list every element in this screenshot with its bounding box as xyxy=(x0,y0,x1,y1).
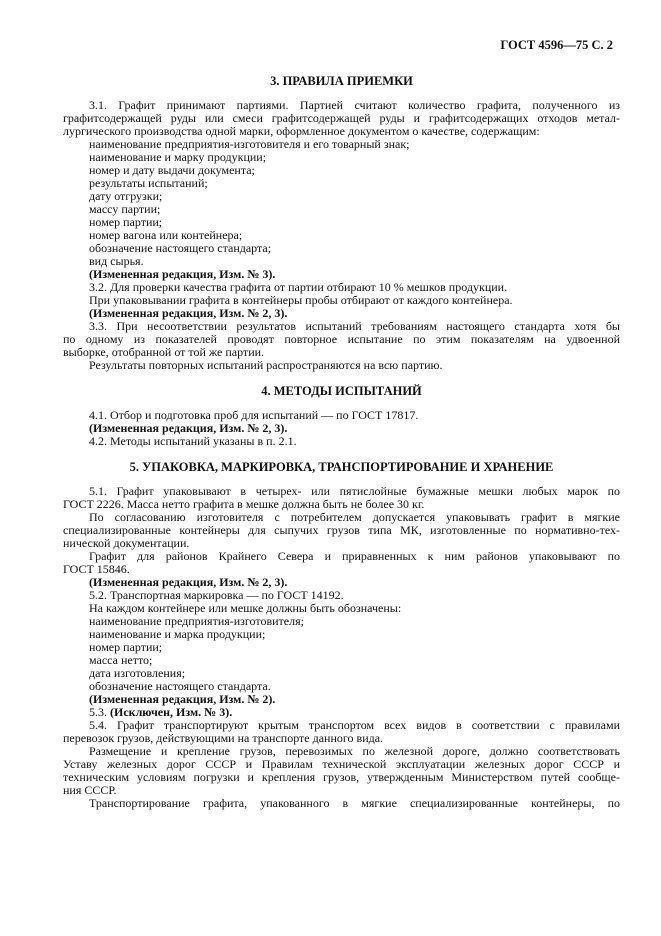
section-heading: 4. МЕТОДЫ ИСПЫТАНИЙ xyxy=(261,384,422,398)
paragraph-line: 5.1. Графит упаковывают в четырех- или пятислойные бумажные мешки любых марок по xyxy=(89,484,620,498)
paragraph xyxy=(63,511,620,550)
list-item: наименование предприятия-изготовителя; xyxy=(89,614,304,628)
paragraph-line: 3.3. При несоответствии результатов испытаний требованиям настоящего стандарта хотя бы xyxy=(89,319,620,333)
paragraph-line: Уставу железных дорог СССР и Правилам технической эксплуатации железных дорог СССР и xyxy=(63,757,620,771)
document-body xyxy=(63,74,620,810)
paragraph-line: По согласованию изготовителя с потребителем допускается упаковывать графит в мягкие xyxy=(89,510,620,524)
list-item: При упаковывании графита в контейнеры пробы отбирают от каждого контейнера. xyxy=(89,293,513,307)
page-header: ГОСТ 4596—75 С. 2 xyxy=(500,38,613,52)
paragraph-line: Транспортирование графита, упакованного в мягкие специализированные контейнеры, по xyxy=(89,796,620,810)
list-item: 4.1. Отбор и подготовка проб для испытаний — по ГОСТ 17817. xyxy=(89,408,419,422)
amendment-note: (Измененная редакция, Изм. № 2, 3). xyxy=(89,421,288,435)
paragraph xyxy=(63,797,620,810)
paragraph xyxy=(63,745,620,797)
section-heading: 5. УПАКОВКА, МАРКИРОВКА, ТРАНСПОРТИРОВАНИЕ И ХРАНЕНИЕ xyxy=(129,460,554,474)
list-item: вид сырья. xyxy=(89,254,144,268)
paragraph-line: ГОСТ 2226. Масса нетто графита в мешке должна быть не более 30 кг. xyxy=(63,497,425,511)
list-item: результаты испытаний; xyxy=(89,176,208,190)
list-item: 4.2. Методы испытаний указаны в п. 2.1. xyxy=(89,434,297,448)
list-item: дата изготовления; xyxy=(89,666,186,680)
list-item: 3.2. Для проверки качества графита от партии отбирают 10 % мешков продукции. xyxy=(89,280,508,294)
amendment-note: (Измененная редакция, Изм. № 2, 3). xyxy=(89,575,288,589)
paragraph-line: техническим условиям погрузки и крепления грузов, утвержденным Министерством путей сообще- xyxy=(63,770,620,784)
paragraph xyxy=(63,485,620,511)
paragraph-line: лургического производства одной марки, оформленное документом о качестве, содержащим: xyxy=(63,124,540,138)
list-item: массу партии; xyxy=(89,202,161,216)
paragraph-line: ния СССР. xyxy=(63,783,117,797)
list-item: На каждом контейнере или мешке должны быть обозначены: xyxy=(89,601,402,615)
paragraph-line: ГОСТ 15846. xyxy=(63,562,130,576)
list-item: номер партии; xyxy=(89,215,163,229)
paragraph-line: графитсодержащей руды или смеси графитсодержащей руды и графитсодержащих отходов метал- xyxy=(63,111,620,125)
clause-number: 5.3. xyxy=(89,705,110,719)
paragraph xyxy=(63,99,620,138)
amendment-note: (Измененная редакция, Изм. № 2, 3). xyxy=(89,306,288,320)
paragraph-line: по одному из показателей проводят повторное испытание по этим показателям на удвоенной xyxy=(63,332,620,346)
paragraph-line: нической документации. xyxy=(63,536,190,550)
paragraph-line: 3.1. Графит принимают партиями. Партией считают количество графита, полученного из xyxy=(89,98,620,112)
list-item: 5.2. Транспортная маркировка — по ГОСТ 14192. xyxy=(89,588,344,602)
paragraph-line: Графит для районов Крайнего Севера и приравненных к ним районов упаковывают по xyxy=(89,549,620,563)
list-item: номер и дату выдачи документа; xyxy=(89,163,255,177)
paragraph-line: перевозок грузов, действующими на транспорте данного вида. xyxy=(63,731,384,745)
paragraph-line: 5.4. Графит транспортируют крытым транспортом всех видов в соответствии с правилами xyxy=(89,718,620,732)
amendment-note: (Измененная редакция, Изм. № 2). xyxy=(89,692,276,706)
list-item: обозначение настоящего стандарта; xyxy=(89,241,272,255)
list-item: наименование предприятия-изготовителя и его товарный знак; xyxy=(89,137,410,151)
paragraph-line: Размещение и крепление грузов, перевозимых по железной дороге, должно соответствовать xyxy=(89,744,620,758)
list-item: наименование и марка продукции; xyxy=(89,627,266,641)
amendment-note: (Исключен, Изм. № 3). xyxy=(110,705,233,719)
paragraph-line: выборке, отобранной от той же партии. xyxy=(63,345,265,359)
amendment-note: (Измененная редакция, Изм. № 3). xyxy=(89,267,276,281)
list-item: обозначение настоящего стандарта. xyxy=(89,679,271,693)
list-item: масса нетто; xyxy=(89,653,153,667)
list-item: наименование и марку продукции; xyxy=(89,150,267,164)
paragraph xyxy=(63,719,620,745)
paragraph xyxy=(63,320,620,359)
paragraph-line: специализированные контейнеры для сыпучих грузов типа МК, изготовленные по нормативно-тех- xyxy=(63,523,620,537)
list-item: номер партии; xyxy=(89,640,163,654)
paragraph xyxy=(63,550,620,576)
list-item: Результаты повторных испытаний распространяются на всю партию. xyxy=(89,358,443,372)
section-heading: 3. ПРАВИЛА ПРИЕМКИ xyxy=(270,74,413,88)
list-item: дату отгрузки; xyxy=(89,189,163,203)
list-item: номер вагона или контейнера; xyxy=(89,228,243,242)
